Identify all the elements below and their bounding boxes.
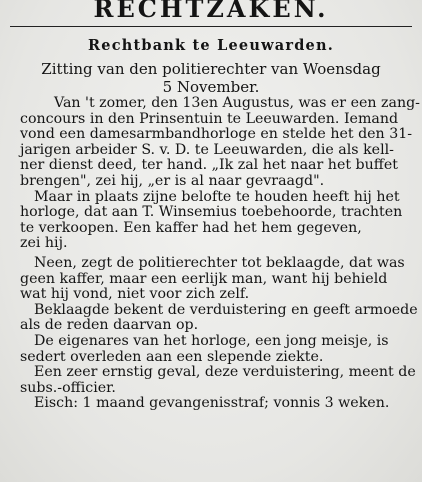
title-rule: [10, 26, 412, 27]
article-line: Een zeer ernstig geval, deze verduistering, meent de: [34, 364, 416, 381]
session-line-2: 5 November.: [162, 78, 260, 96]
article-line: Eisch: 1 maand gevangenisstraf; vonnis 3 weken.: [34, 395, 390, 412]
article-line: Beklaagde bekent de verduistering en geeft armoede: [34, 301, 418, 318]
article-line: concours in den Prinsentuin te Leeuwarden. Iemand: [20, 110, 399, 127]
session-heading: [0, 60, 422, 96]
court-heading: Rechtbank te Leeuwarden.: [88, 37, 334, 54]
article-line: Neen, zegt de politierechter tot beklaagde, dat was: [34, 254, 405, 271]
article-line: zei hij.: [20, 235, 68, 252]
article-line: brengen", zei hij, „er is al naar gevraagd".: [20, 172, 325, 189]
article-line: Maar in plaats zijne belofte te houden heeft hij het: [34, 188, 400, 205]
session-line-1: Zitting van den politierechter van Woensdag: [41, 60, 381, 78]
article-line: horloge, dat aan T. Winsemius toebehoorde, trachten: [20, 204, 403, 221]
article-line: als de reden daarvan op.: [20, 317, 199, 334]
article-line: subs.-officier.: [20, 379, 116, 396]
article-line: ner dienst deed, ter hand. „Ik zal het naar het buffet: [20, 157, 398, 174]
article-line: wat hij vond, niet voor zich zelf.: [20, 286, 250, 303]
article-line: jarigen arbeider S. v. D. te Leeuwarden, die als kell-: [20, 141, 394, 158]
article-body: [20, 95, 420, 412]
article-line: vond een damesarmbandhorloge en stelde het den 31-: [20, 126, 413, 143]
article-line: Van 't zomer, den 13en Augustus, was er een zang-: [54, 95, 420, 111]
section-title: RECHTZAKEN.: [93, 0, 329, 23]
article-line: sedert overleden aan een slepende ziekte.: [20, 348, 324, 365]
article-line: De eigenares van het horloge, een jong meisje, is: [34, 332, 389, 349]
article-line: geen kaffer, maar een eerlijk man, want hij behield: [20, 270, 388, 287]
article-line: te verkoopen. Een kaffer had het hem gegeven,: [20, 219, 362, 236]
